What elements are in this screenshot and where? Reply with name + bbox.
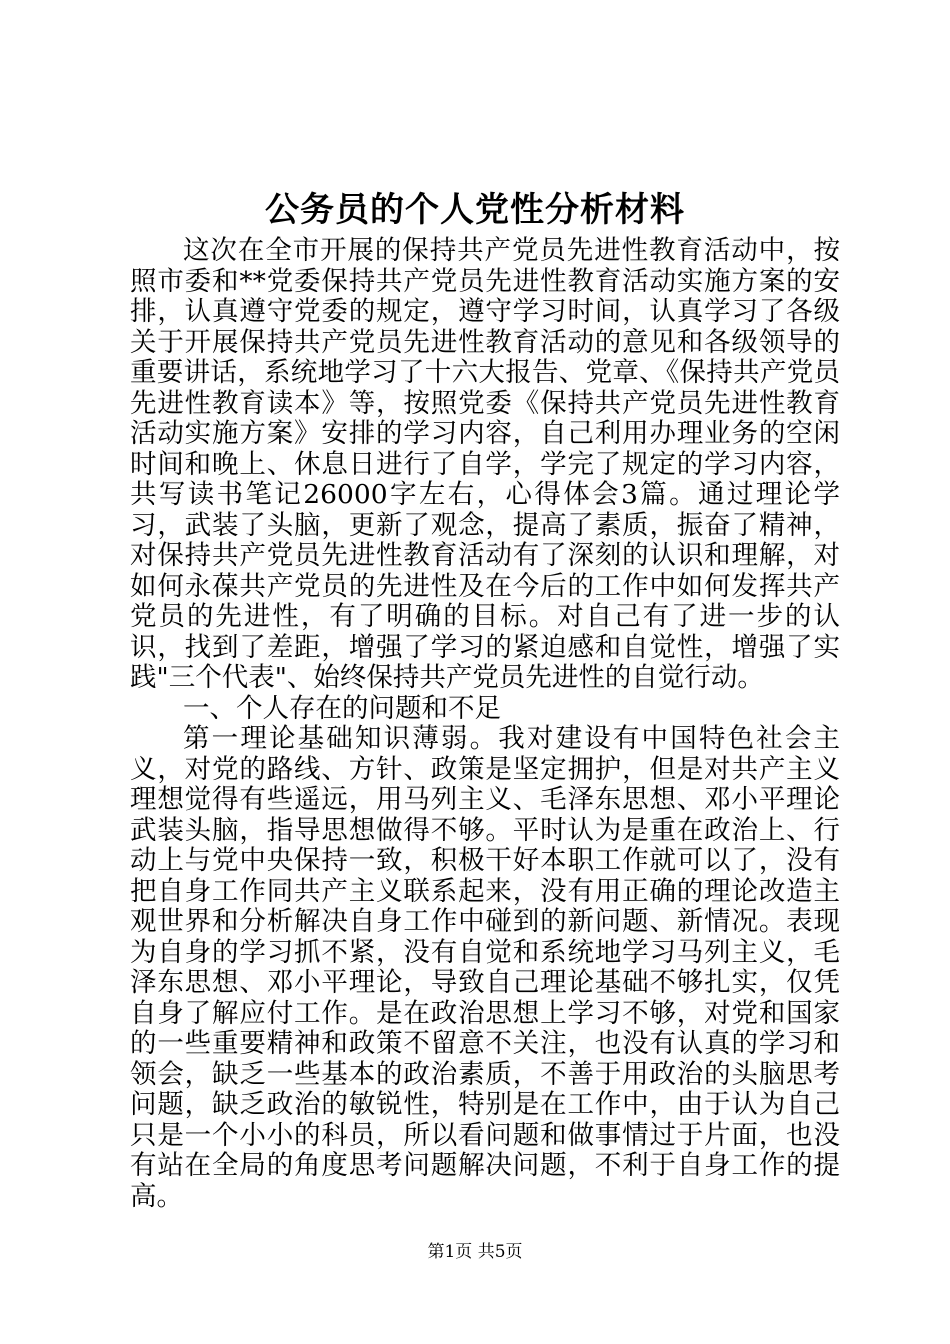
document-title: 公务员的个人党性分析材料 — [265, 190, 685, 230]
intro-paragraph: 这次在全市开展的保持共产党员先进性教育活动中，按照市委和**党委保持共产党员先进性教育活动实施方案的安排，认真遵守党委的规定，遵守学习时间，认真学习了各级关于开展保持共产党员先进性教育活动的意见和各级领导的重要讲话，系统地学习了十六大报告、党章、《保持共产党员先进性教育读本》等，按照党委《保持共产党员先进性教育活动实施方案》安排的学习内容，自己利用办理业务的空闲时间和晚上、休息日进行了自学，学完了规定的学习内容，共写读书笔记26000字左右，心得体会3篇。通过理论学习，武装了头脑，更新了观念，提高了素质，振奋了精神，对保持共产党员先进性教育活动有了深刻的认识和理解，对如何永葆共产党员的先进性及在今后的工作中如何发挥共产党员的先进性，有了明确的目标。对自己有了进一步的认识，找到了差距，增强了学习的紧迫感和自觉性，增强了实践"三个代表"、始终保持共产党员先进性的自觉行动。 — [130, 235, 840, 693]
page-footer: 第1页 共5页 — [427, 1242, 523, 1262]
document-body — [130, 236, 840, 1212]
section-heading: 一、个人存在的问题和不足 — [183, 692, 501, 724]
section-paragraph: 第一理论基础知识薄弱。我对建设有中国特色社会主义，对党的路线、方针、政策是坚定拥护，但是对共产主义理想觉得有些遥远，用马列主义、毛泽东思想、邓小平理论武装头脑，指导思想做得不够。平时认为是重在政治上、行动上与党中央保持一致，积极干好本职工作就可以了，没有把自身工作同共产主义联系起来，没有用正确的理论改造主观世界和分析解决自身工作中碰到的新问题、新情况。表现为自身的学习抓不紧，没有自觉和系统地学习马列主义，毛泽东思想、邓小平理论，导致自己理论基础不够扎实，仅凭自身了解应付工作。是在政治思想上学习不够，对党和国家的一些重要精神和政策不留意不关注，也没有认真的学习和领会，缺乏一些基本的政治素质，不善于用政治的头脑思考问题，缺乏政治的敏锐性，特别是在工作中，由于认为自己只是一个小小的科员，所以看问题和做事情过于片面，也没有站在全局的角度思考问题解决问题，不利于自身工作的提高。 — [130, 723, 840, 1212]
